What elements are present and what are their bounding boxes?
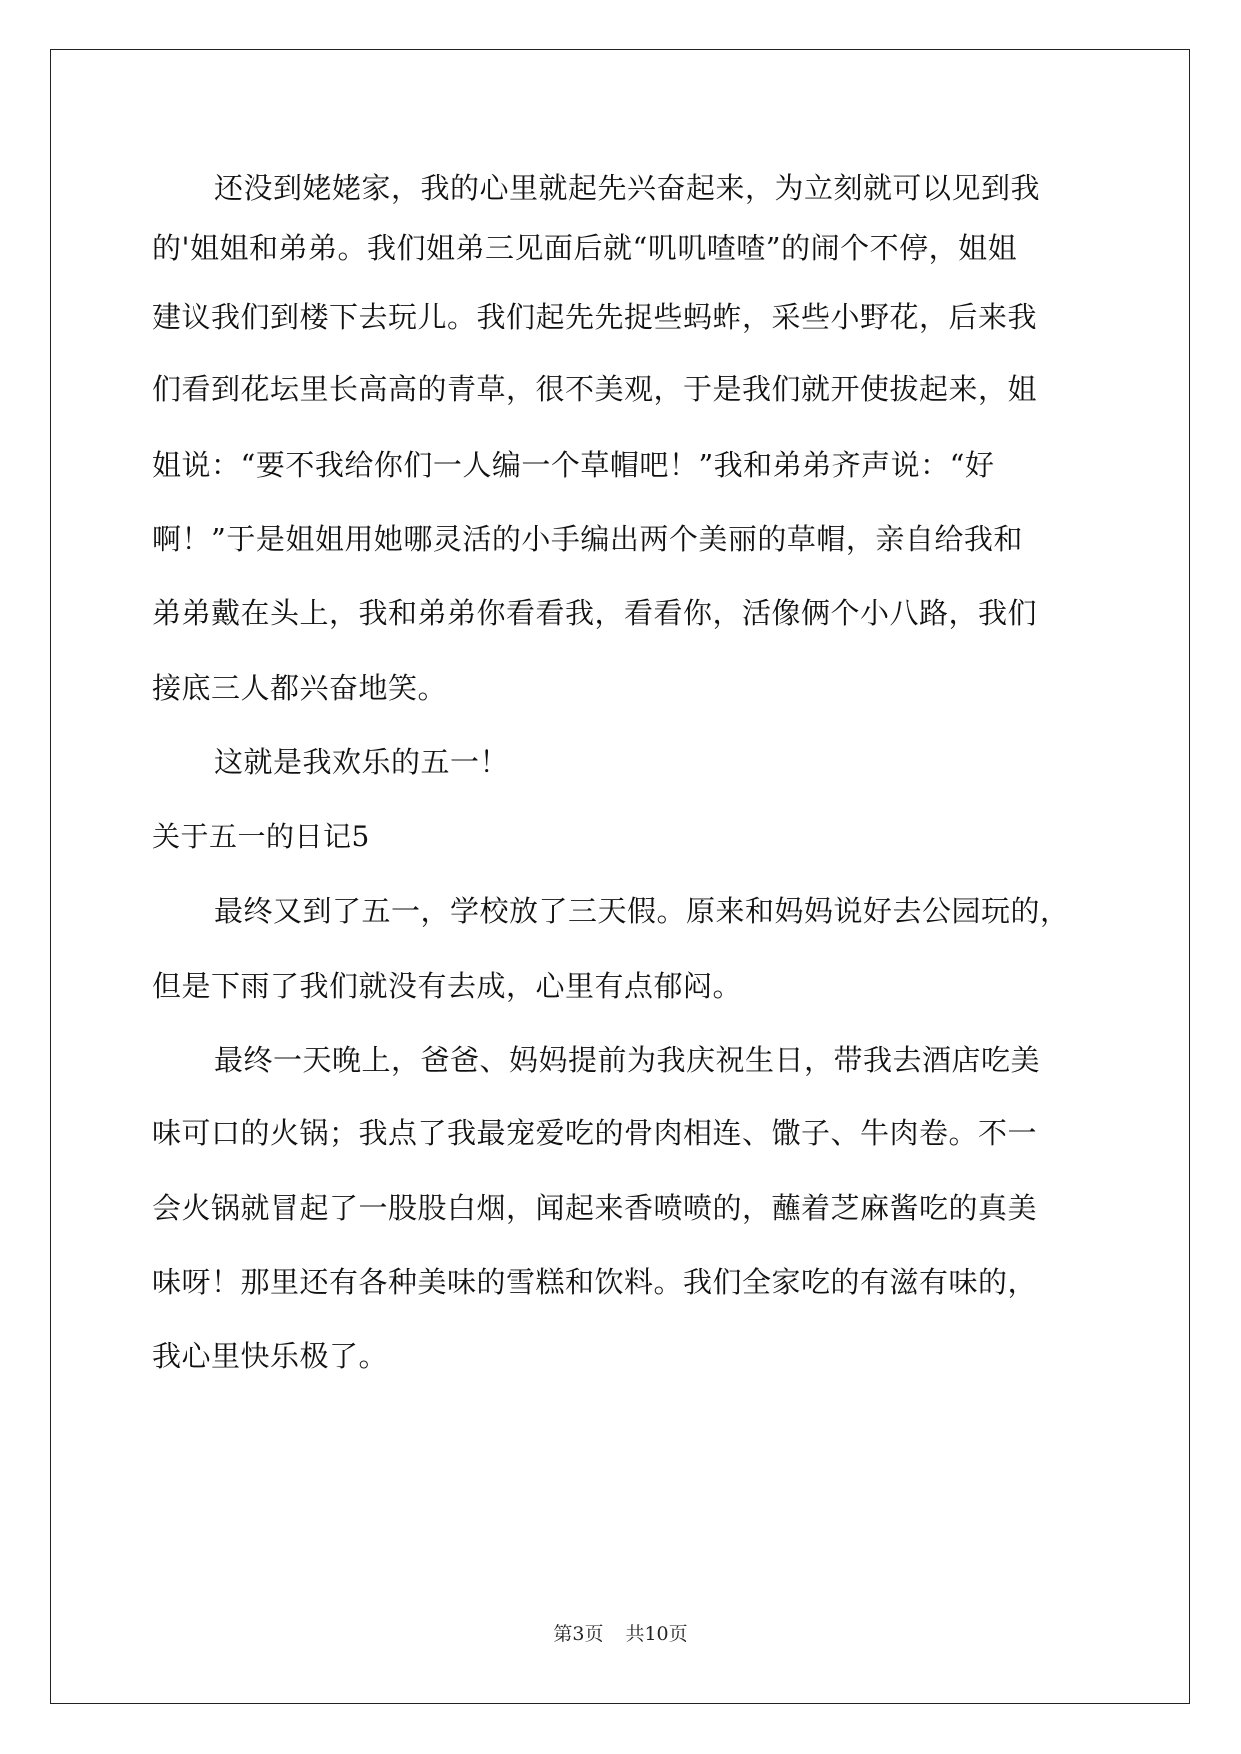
section-heading: 关于五一的日记5 [152,820,370,853]
paragraph-1-line-8: 接底三人都兴奋地笑。 [152,671,448,705]
paragraph-4-line-5: 我心里快乐极了。 [152,1339,389,1373]
paragraph-4-line-1: 最终一天晚上，爸爸、妈妈提前为我庆祝生日，带我去酒店吃美 [214,1043,1041,1077]
page-number-total: 共10页 [625,1623,688,1645]
page-footer [0,1621,1241,1647]
paragraph-1-line-7: 弟弟戴在头上，我和弟弟你看看我，看看你，活像俩个小八路，我们 [152,596,1038,630]
paragraph-3-line-2: 但是下雨了我们就没有去成，心里有点郁闷。 [152,969,743,1003]
paragraph-1-line-6: 啊！”于是姐姐用她哪灵活的小手编出两个美丽的草帽，亲自给我和 [152,522,1023,556]
paragraph-1-line-1: 还没到姥姥家，我的心里就起先兴奋起来，为立刻就可以见到我 [214,171,1041,205]
paragraph-4-line-3: 会火锅就冒起了一股股白烟，闻起来香喷喷的，蘸着芝麻酱吃的真美 [152,1191,1038,1225]
paragraph-1-line-2: 的'姐姐和弟弟。我们姐弟三见面后就“叽叽喳喳”的闹个不停，姐姐 [152,231,1018,265]
paragraph-1-line-4: 们看到花坛里长高高的青草，很不美观，于是我们就开使拔起来，姐 [152,372,1038,406]
paragraph-4-line-4: 味呀！那里还有各种美味的雪糕和饮料。我们全家吃的有滋有味的， [152,1265,1038,1299]
paragraph-4-line-2: 味可口的火锅；我点了我最宠爱吃的骨肉相连、馓子、牛肉卷。不一 [152,1116,1038,1150]
paragraph-1-line-3: 建议我们到楼下去玩儿。我们起先先捉些蚂蚱，采些小野花，后来我 [152,300,1038,334]
paragraph-1-line-5: 姐说：“要不我给你们一人编一个草帽吧！”我和弟弟齐声说：“好 [152,448,995,482]
paragraph-3-line-1: 最终又到了五一，学校放了三天假。原来和妈妈说好去公园玩的， [214,894,1070,928]
paragraph-2-line-1: 这就是我欢乐的五一！ [214,745,510,779]
page-number-current: 第3页 [553,1623,604,1645]
